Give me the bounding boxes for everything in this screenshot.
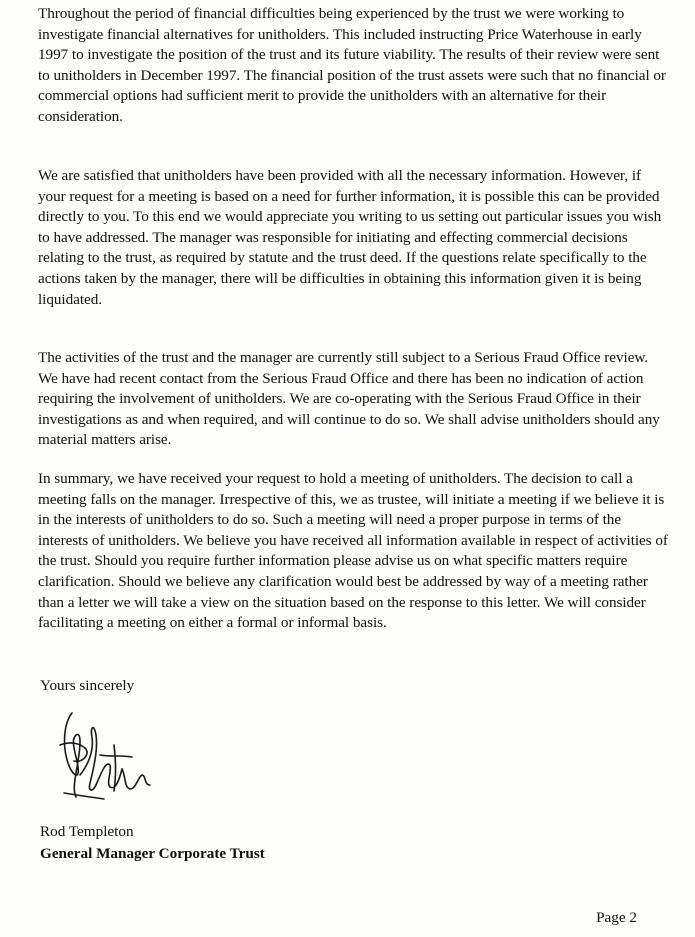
- paragraph-serious-fraud-office: The activities of the trust and the manager are currently still subject to a Serious Fraud Office review. We have had recent contact from the Serious Fraud Office and there has been no indication of action requiring the involvement of unitholders. We are co-operating with the Serious Fraud Office in their investigations as and when required, and will continue to do so. We shall advise unitholders should any material matters arise.: [38, 349, 660, 449]
- signer-title: General Manager Corporate Trust: [40, 845, 265, 862]
- paragraph-financial-alternatives: Throughout the period of financial difficulties being experienced by the trust we were working to investigate financial alternatives for unitholders. This included instructing Price Waterhouse in early 1997 to investigate the position of the trust and its future viability. The results of their review were sent to unitholders in December 1997. The financial position of the trust assets were such that no financial or commercial options had sufficient merit to provide the unitholders with an alternative for their consideration.: [38, 5, 666, 125]
- signer-name: Rod Templeton: [40, 823, 134, 840]
- paragraph-information-provided: We are satisfied that unitholders have been provided with all the necessary information. However, if your request for a meeting is based on a need for further information, it is possible this can be provided directly to you. To this end we would appreciate you writing to us setting out particular issues you wish to have addressed. The manager was responsible for initiating and effecting commercial decisions relating to the trust, as required by statute and the trust deed. If the questions relate specifically to the actions taken by the manager, there will be difficulties in obtaining this information given it is being liquidated.: [38, 167, 662, 308]
- closing-salutation: Yours sincerely: [40, 677, 135, 694]
- handwritten-signature-icon: [50, 705, 160, 815]
- paragraph-summary: In summary, we have received your request to hold a meeting of unitholders. The decision to call a meeting falls on the manager. Irrespective of this, we as trustee, will initiate a meeting if we believe it is in the interests of unitholders to do so. Such a meeting will need a proper purpose in terms of the interests of unitholders. We believe you have received all information available in respect of activities of the trust. Should you require further information please advise us on what specific matters require clarification. Should we believe any clarification would best be addressed by way of a meeting rather than a letter we will take a view on the situation based on the response to this letter. We will consider facilitating a meeting on either a formal or informal basis.: [38, 470, 668, 632]
- page-number: Page 2: [596, 909, 637, 926]
